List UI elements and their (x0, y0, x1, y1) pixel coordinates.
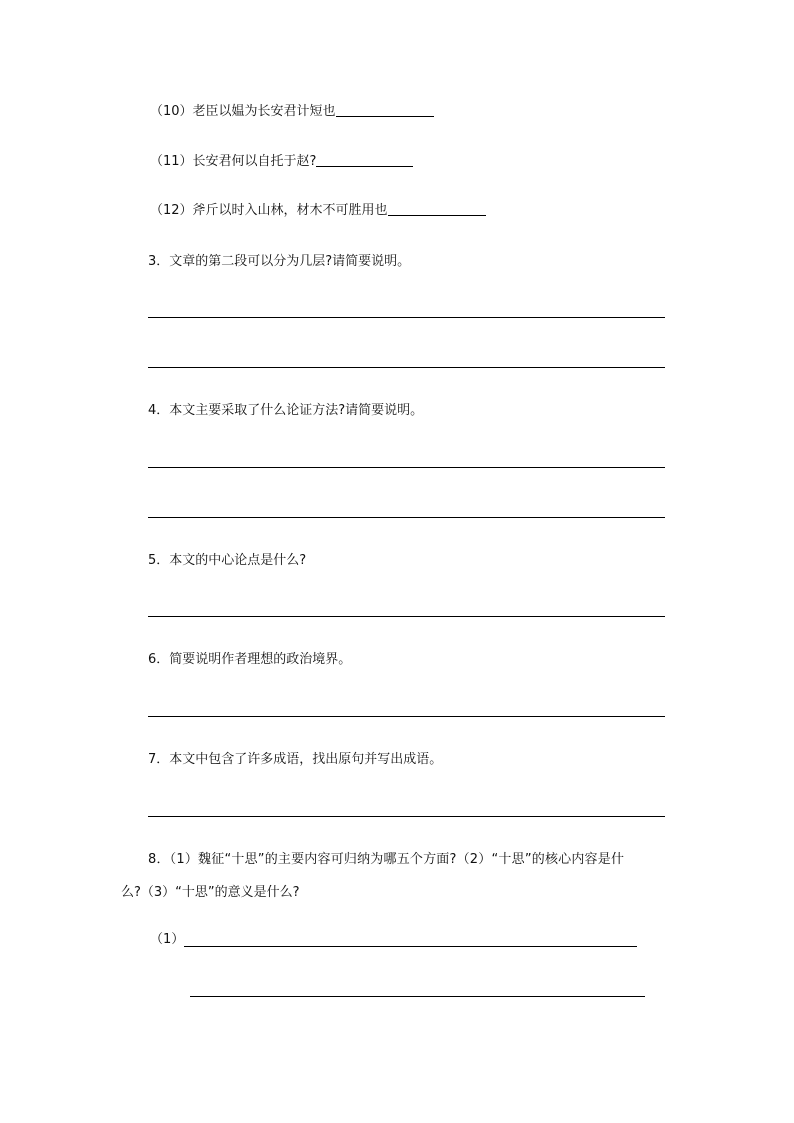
answer-line-q4-2[interactable] (148, 517, 665, 518)
answer-blank-11[interactable] (316, 165, 413, 167)
item-10-text: （10）老臣以媪为长安君计短也 (150, 104, 336, 119)
question-8-line-2: 么?（3）“十思”的意义是什么? (121, 885, 300, 900)
question-5: 5．本文的中心论点是什么? (148, 553, 307, 568)
item-11 (150, 152, 413, 172)
question-6: 6．简要说明作者理想的政治境界。 (148, 652, 352, 667)
item-12-text: （12）斧斤以时入山林，材木不可胜用也 (150, 203, 388, 218)
item-10 (150, 102, 434, 122)
answer-line-q3-2[interactable] (148, 367, 665, 368)
answer-blank-12[interactable] (388, 214, 486, 216)
answer-line-q4-1[interactable] (148, 467, 665, 468)
question-7: 7．本文中包含了许多成语，找出原句并写出成语。 (148, 752, 443, 767)
answer-line-q8-1[interactable] (184, 946, 637, 947)
answer-blank-10[interactable] (336, 115, 434, 117)
question-4: 4．本文主要采取了什么论证方法?请简要说明。 (148, 403, 424, 418)
item-12 (150, 201, 486, 221)
question-3: 3．文章的第二段可以分为几层?请简要说明。 (148, 254, 411, 269)
item-11-text: （11）长安君何以自托于赵? (150, 154, 317, 169)
answer-line-q8-2[interactable] (190, 996, 645, 997)
answer-line-q5[interactable] (148, 616, 665, 617)
question-8-sub-1-label: （1） (150, 932, 185, 947)
answer-line-q7[interactable] (148, 816, 665, 817)
answer-line-q3-1[interactable] (148, 317, 665, 318)
question-8-line-1: 8．（1）魏征“十思”的主要内容可归纳为哪五个方面?（2）“十思”的核心内容是什 (148, 852, 625, 867)
answer-line-q6[interactable] (148, 716, 665, 717)
